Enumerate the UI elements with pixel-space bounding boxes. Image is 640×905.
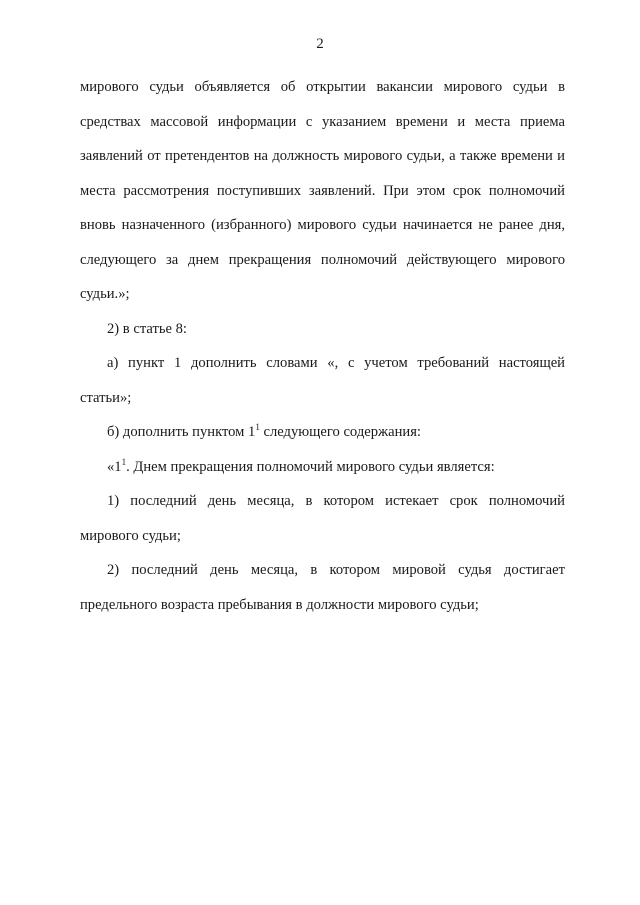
clause-text: . Днем прекращения полномочий мирового судьи является: [126,458,495,475]
paragraph-item-a: а) пункт 1 дополнить словами «, с учетом требований настоящей статьи»; [80,355,565,406]
paragraph-subitem-2: 2) последний день месяца, в котором мировой судья достигает предельного возраста пребывания в должности мирового судьи; [80,562,565,613]
document-body [80,70,565,622]
paragraph-continuation: мирового судьи объявляется об открытии вакансии мирового судьи в средствах массовой информации с указанием времени и места приема заявлений от претендентов на должность мирового судьи, а также времени и места рассмотрения поступивших заявлений. При этом срок полномочий вновь назначенного (избранного) мирового судьи начинается не ранее дня, следующего за днем прекращения полномочий действующего мирового судьи.»; [80,79,565,302]
paragraph-item-b [80,415,565,450]
superscript: 1 [121,456,127,467]
paragraph-clause-1-1 [80,450,565,485]
paragraph-article-8: 2) в статье 8: [107,320,187,337]
paragraph-item-b-text-end: следующего содержания: [259,424,421,440]
page-number: 2 [316,36,324,52]
superscript: 1 [255,422,260,432]
paragraph-subitem-1: 1) последний день месяца, в котором истекает срок полномочий мирового судьи; [80,493,565,544]
clause-open: «1 [107,458,122,475]
paragraph-item-b-text: б) дополнить пунктом 1 [107,424,256,440]
